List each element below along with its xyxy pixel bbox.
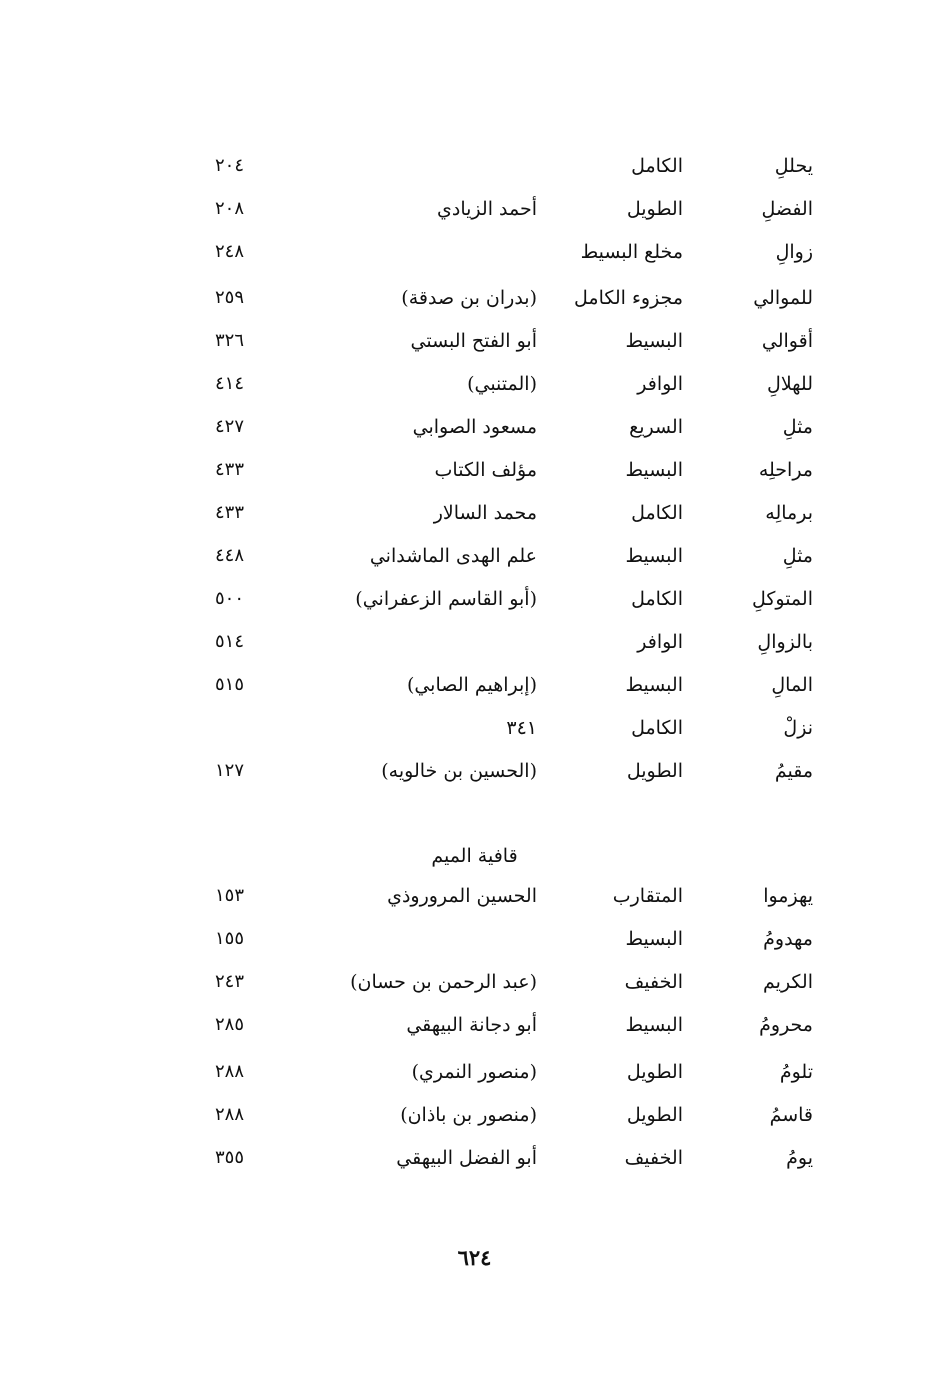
poet: مؤلف الكتاب: [434, 459, 537, 481]
page-ref: ٤٣٣: [214, 459, 244, 480]
rhyme-word: الفضلِ: [761, 198, 813, 220]
page-ref: ٥٠٠: [214, 588, 244, 609]
index-row: [0, 962, 949, 1002]
page-ref: ٥١٥: [214, 674, 244, 695]
index-row: [0, 1052, 949, 1092]
rhyme-word: مقيمُ: [774, 760, 813, 782]
poet: (المتنبي): [467, 373, 537, 395]
meter: الطويل: [626, 760, 683, 782]
meter: البسيط: [625, 459, 683, 481]
meter: الطويل: [626, 198, 683, 220]
page-ref: ٢٤٨: [214, 241, 244, 262]
meter: الكامل: [631, 717, 683, 739]
poet: علم الهدى الماشداني: [369, 545, 537, 567]
meter: البسيط: [625, 674, 683, 696]
rhyme-word: مثلِ: [782, 545, 813, 567]
page-ref: ٢٥٩: [214, 287, 244, 308]
rhyme-word: نزلْ: [783, 717, 813, 739]
page-ref: ٢٨٨: [214, 1104, 244, 1125]
page-ref: ٢٤٣: [214, 971, 244, 992]
meter: البسيط: [625, 330, 683, 352]
page-ref: ٤٣٣: [214, 502, 244, 523]
rhyme-word: يهزموا: [763, 885, 813, 907]
rhyme-word: المتوكلِ: [751, 588, 813, 610]
meter: الخفيف: [624, 1147, 683, 1169]
rhyme-word: يحللِ: [774, 155, 813, 177]
index-row: [0, 1138, 949, 1178]
index-row: [0, 1095, 949, 1135]
meter: البسيط: [625, 545, 683, 567]
index-row: [0, 708, 949, 748]
rhyme-word: مثلِ: [782, 416, 813, 438]
meter: مخلع البسيط: [580, 241, 683, 263]
rhyme-word: أقوالي: [761, 330, 813, 352]
meter: الطويل: [626, 1061, 683, 1083]
poet: مسعود الصوابي: [412, 416, 537, 438]
poet: (عبد الرحمن بن حسان): [350, 971, 537, 993]
index-row: [0, 232, 949, 272]
index-row: [0, 622, 949, 662]
page-ref: ٣٥٥: [214, 1147, 244, 1168]
rhyme-word: يومُ: [786, 1147, 813, 1169]
index-row: [0, 876, 949, 916]
rhyme-word: للموالي: [753, 287, 813, 309]
meter: الطويل: [626, 1104, 683, 1126]
index-row: [0, 919, 949, 959]
index-row: [0, 579, 949, 619]
page-ref: ٢٠٤: [214, 155, 244, 176]
rhyme-word: المالِ: [771, 674, 813, 696]
meter: الوافر: [637, 373, 683, 395]
page-ref: ٤٤٨: [214, 545, 244, 566]
rhyme-word: تلومُ: [779, 1061, 813, 1083]
poet: الحسين المروروذي: [387, 885, 537, 907]
index-row: [0, 536, 949, 576]
rhyme-word: الكريم: [763, 971, 813, 993]
poet: أبو دجانة البيهقي: [406, 1014, 537, 1036]
page-ref: ٣٢٦: [214, 330, 244, 351]
meter: الوافر: [637, 631, 683, 653]
index-row: [0, 189, 949, 229]
page-ref: ٢٨٥: [214, 1014, 244, 1035]
page-ref: ٢٨٨: [214, 1061, 244, 1082]
rhyme-word: برمالِه: [765, 502, 813, 524]
page-ref: ٥١٤: [214, 631, 244, 652]
rhyme-word: زوالِ: [775, 241, 813, 263]
rhyme-word: مراحلِه: [758, 459, 813, 481]
section-heading: قافية الميم: [431, 845, 518, 867]
rhyme-word: بالزوالِ: [757, 631, 813, 653]
index-row: [0, 407, 949, 447]
rhyme-word: محرومُ: [759, 1014, 813, 1036]
rhyme-word: مهدومُ: [763, 928, 813, 950]
meter: الخفيف: [624, 971, 683, 993]
meter: البسيط: [625, 928, 683, 950]
meter: مجزوء الكامل: [574, 287, 683, 309]
index-row: [0, 278, 949, 318]
meter: الكامل: [631, 502, 683, 524]
index-row: [0, 364, 949, 404]
index-row: [0, 321, 949, 361]
rhyme-word: قاسمُ: [769, 1104, 813, 1126]
page-ref: ١٥٣: [214, 885, 244, 906]
poet: (أبو القاسم الزعفراني): [355, 588, 537, 610]
poet: (منصور بن باذان): [400, 1104, 537, 1126]
index-row: [0, 493, 949, 533]
meter: الكامل: [631, 155, 683, 177]
index-row: [0, 146, 949, 186]
page-ref: ٤٢٧: [214, 416, 244, 437]
rhyme-word: للهلالِ: [767, 373, 813, 395]
index-row: [0, 665, 949, 705]
poet: (إبراهيم الصابي): [406, 674, 537, 696]
meter: المتقارب: [612, 885, 683, 907]
poet: أبو الفضل البيهقي: [396, 1147, 537, 1169]
page-number: ٦٢٤: [457, 1245, 492, 1270]
index-row: [0, 450, 949, 490]
index-row: [0, 751, 949, 791]
poet: أبو الفتح البستي: [410, 330, 537, 352]
meter: السريع: [629, 416, 683, 438]
page-ref: ٢٠٨: [214, 198, 244, 219]
page-ref: ١٥٥: [214, 928, 244, 949]
poet: أحمد الزيادي: [437, 198, 537, 220]
index-row: [0, 1005, 949, 1045]
poet: (الحسين بن خالويه): [381, 760, 537, 782]
meter: الكامل: [631, 588, 683, 610]
poet: محمد السالار: [433, 502, 537, 524]
page-ref: ١٢٧: [214, 760, 244, 781]
poet: (منصور النمري): [411, 1061, 537, 1083]
page-ref: ٤١٤: [214, 373, 244, 394]
poet: (بدران بن صدقة): [401, 287, 537, 309]
meter: البسيط: [625, 1014, 683, 1036]
poet: ٣٤١: [506, 717, 537, 739]
